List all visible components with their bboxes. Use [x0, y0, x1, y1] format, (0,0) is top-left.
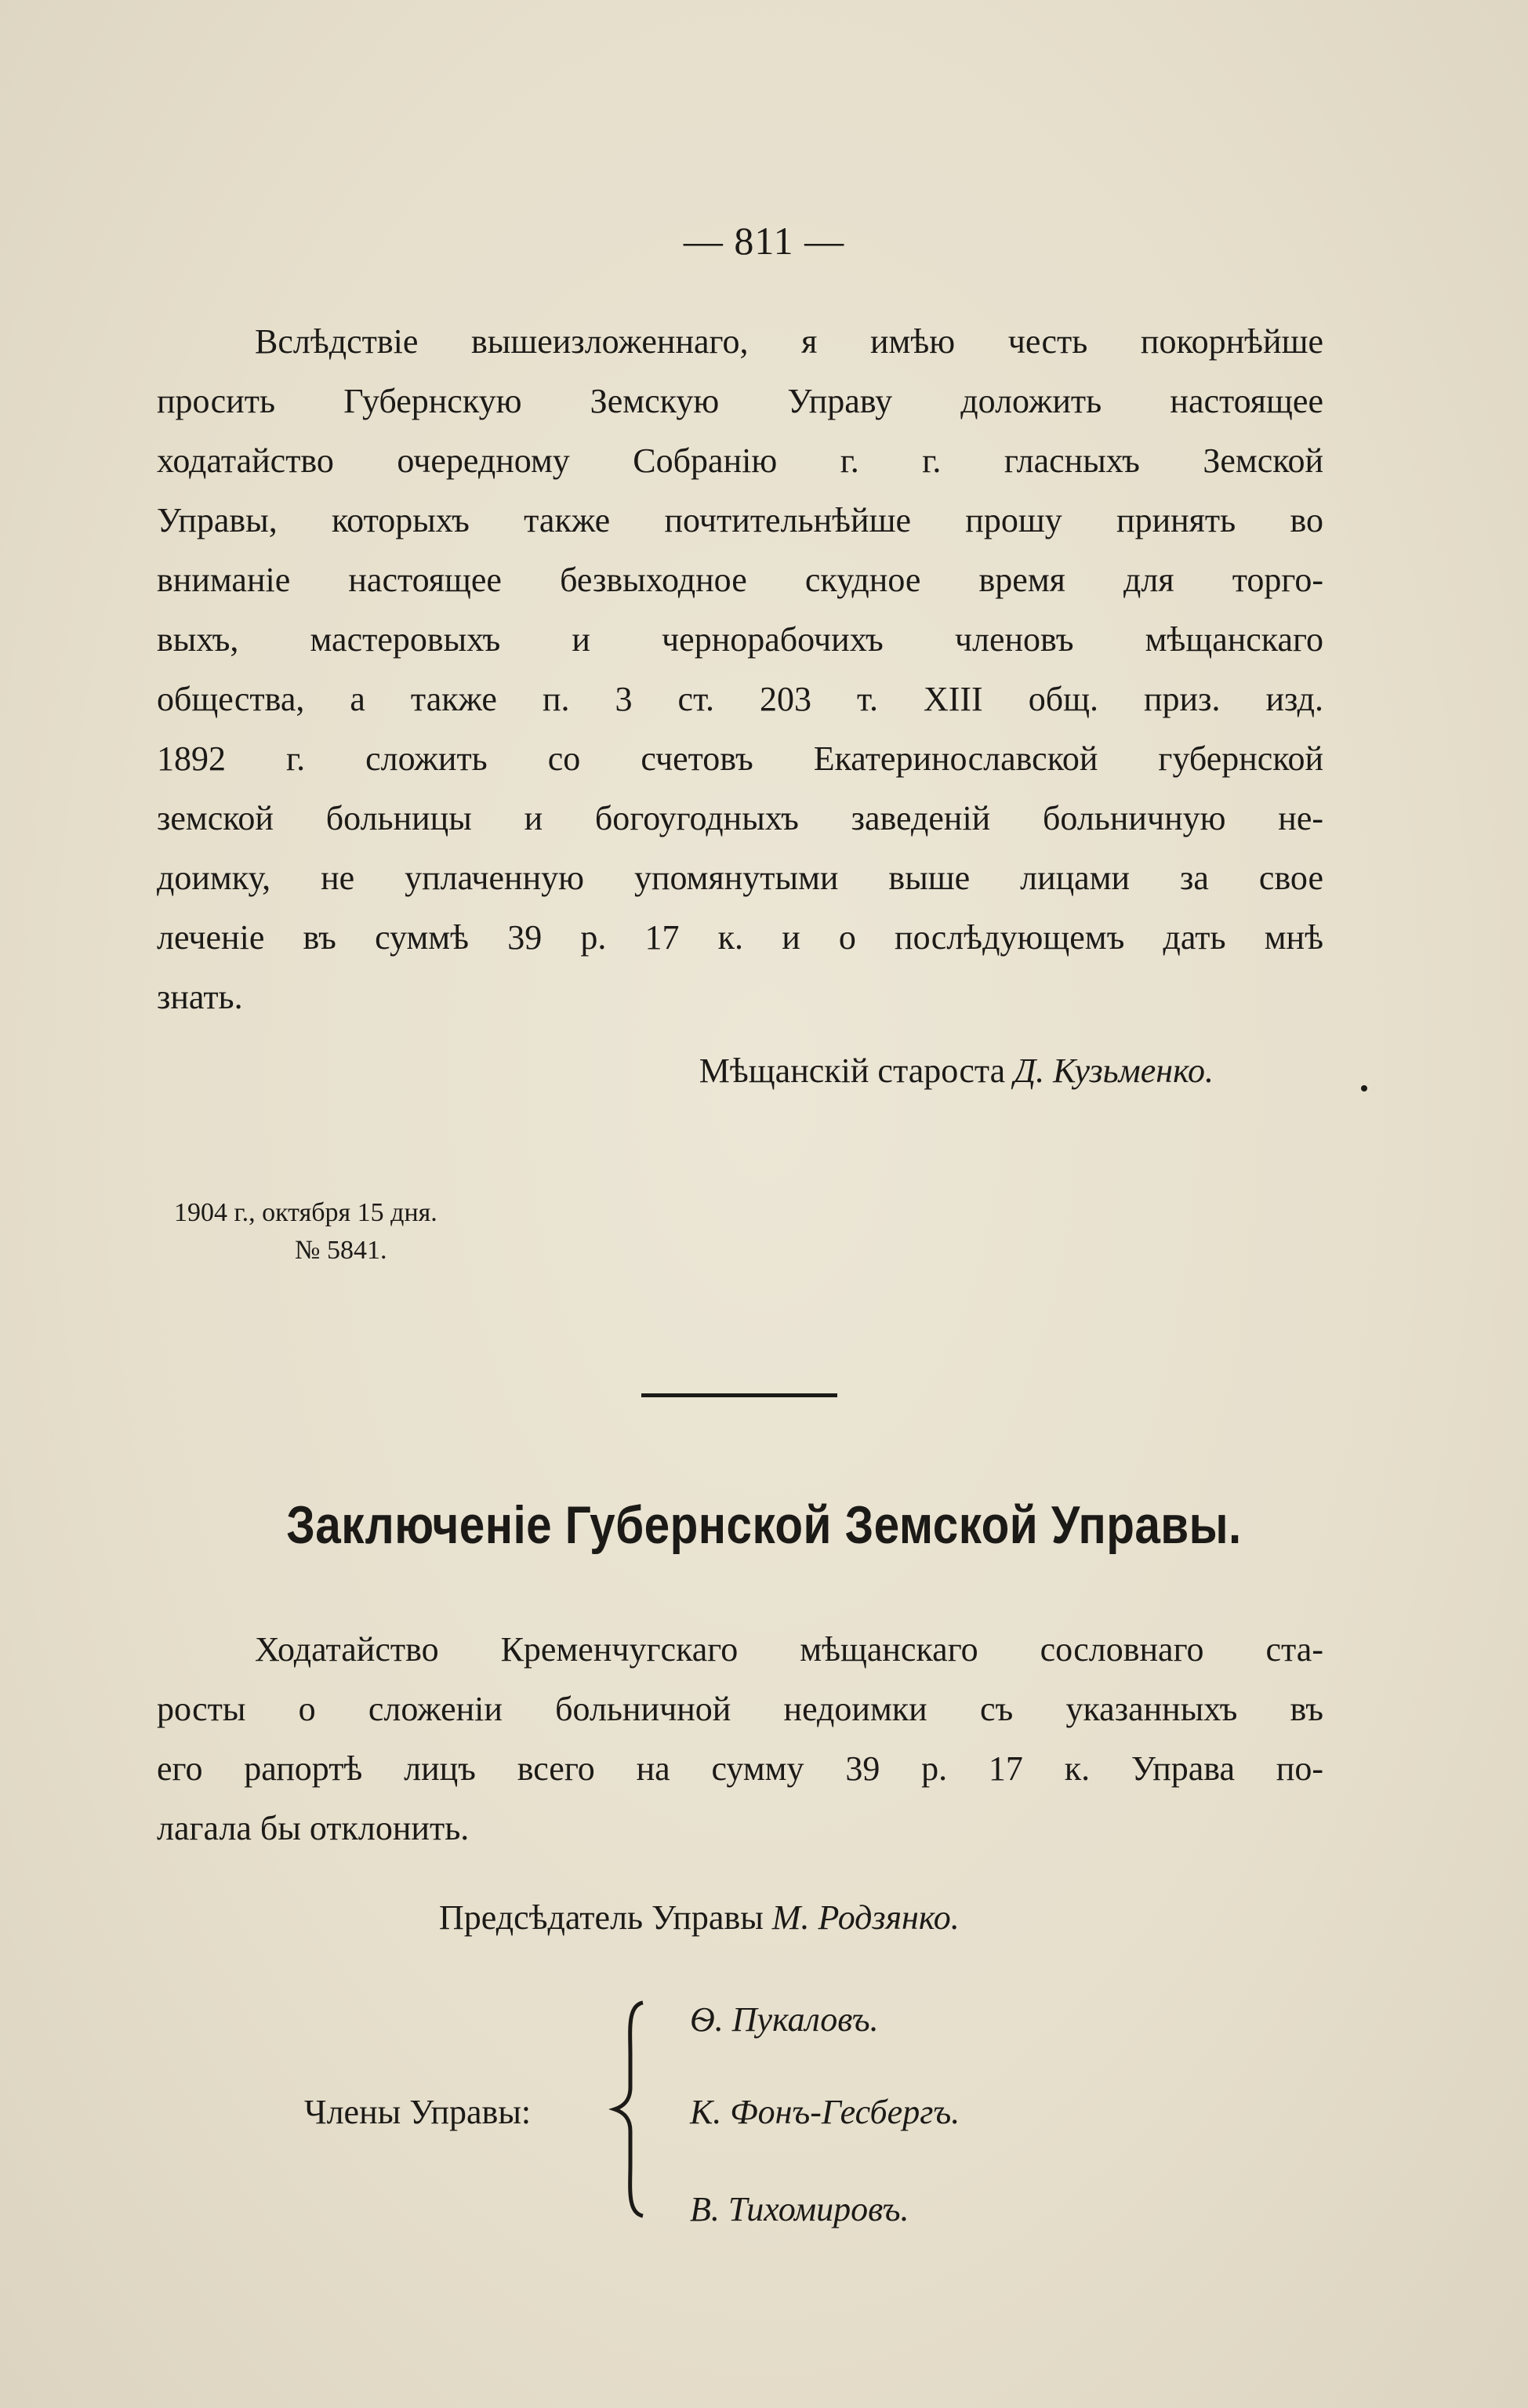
member-name: В. Тихомировъ.: [690, 2190, 909, 2228]
page-number: — 811 —: [683, 219, 845, 263]
letter-line: вниманіе настоящее безвыходное скудное время для торго-: [157, 561, 1323, 599]
letter-line: Управы, которыхъ также почтительнѣйше прошу принять во: [157, 501, 1323, 539]
members-label: Члены Управы:: [304, 2093, 532, 2131]
section-divider: [641, 1393, 837, 1397]
letter-line: 1892 г. сложить со счетовъ Екатеринославской губернской: [157, 739, 1323, 778]
signature-name: Д. Кузьменко.: [1014, 1051, 1214, 1090]
conclusion-line: росты о сложеніи больничной недоимки съ указанныхъ въ: [157, 1690, 1323, 1728]
document-number: № 5841.: [295, 1236, 387, 1265]
letter-line: земской больницы и богоугодныхъ заведеній больничную не-: [157, 799, 1323, 837]
letter-line: леченіе въ суммѣ 39 р. 17 к. и о послѣдующемъ дать мнѣ: [157, 918, 1323, 957]
conclusion-line: лагала бы отклонить.: [157, 1809, 470, 1847]
letter-line: доимку, не уплаченную упомянутыми выше лицами за свое: [157, 859, 1323, 897]
letter-line: Вслѣдствіе вышеизложеннаго, я имѣю честь покорнѣйше: [255, 322, 1323, 361]
signature-title: Мѣщанскій староста: [699, 1051, 1006, 1090]
letter-body: [157, 312, 1323, 1027]
letter-line: выхъ, мастеровыхъ и чернорабочихъ членовъ мѣщанскаго: [157, 620, 1323, 659]
letter-line: знать.: [157, 978, 243, 1016]
ink-speck: [1361, 1085, 1367, 1091]
letter-line: ходатайство очередному Собранію г. г. гласныхъ Земской: [157, 441, 1323, 480]
section-heading: Заключеніе Губернской Земской Управы.: [286, 1495, 1242, 1555]
letter-line: общества, а также п. 3 ст. 203 т. XIII общ. приз. изд.: [157, 680, 1323, 718]
date-line: 1904 г., октября 15 дня.: [174, 1198, 437, 1227]
member-name: К. Фонъ-Гесбергъ.: [690, 2093, 960, 2131]
conclusion-body: [157, 1620, 1323, 1858]
chairman-title: Предсѣдатель Управы: [439, 1898, 764, 1937]
elder-signature: [0, 1051, 1214, 1091]
conclusion-line: Ходатайство Кременчугскаго мѣщанскаго сословнаго ста-: [255, 1630, 1323, 1669]
chairman-name: М. Родзянко.: [771, 1898, 960, 1937]
curly-brace-icon: [607, 1999, 654, 2219]
chairman-signature: [439, 1898, 960, 1938]
letter-line: просить Губернскую Земскую Управу доложить настоящее: [157, 382, 1323, 420]
member-name: Ѳ. Пукаловъ.: [690, 2000, 879, 2039]
conclusion-line: его рапортѣ лицъ всего на сумму 39 р. 17 к. Управа по-: [157, 1749, 1323, 1788]
